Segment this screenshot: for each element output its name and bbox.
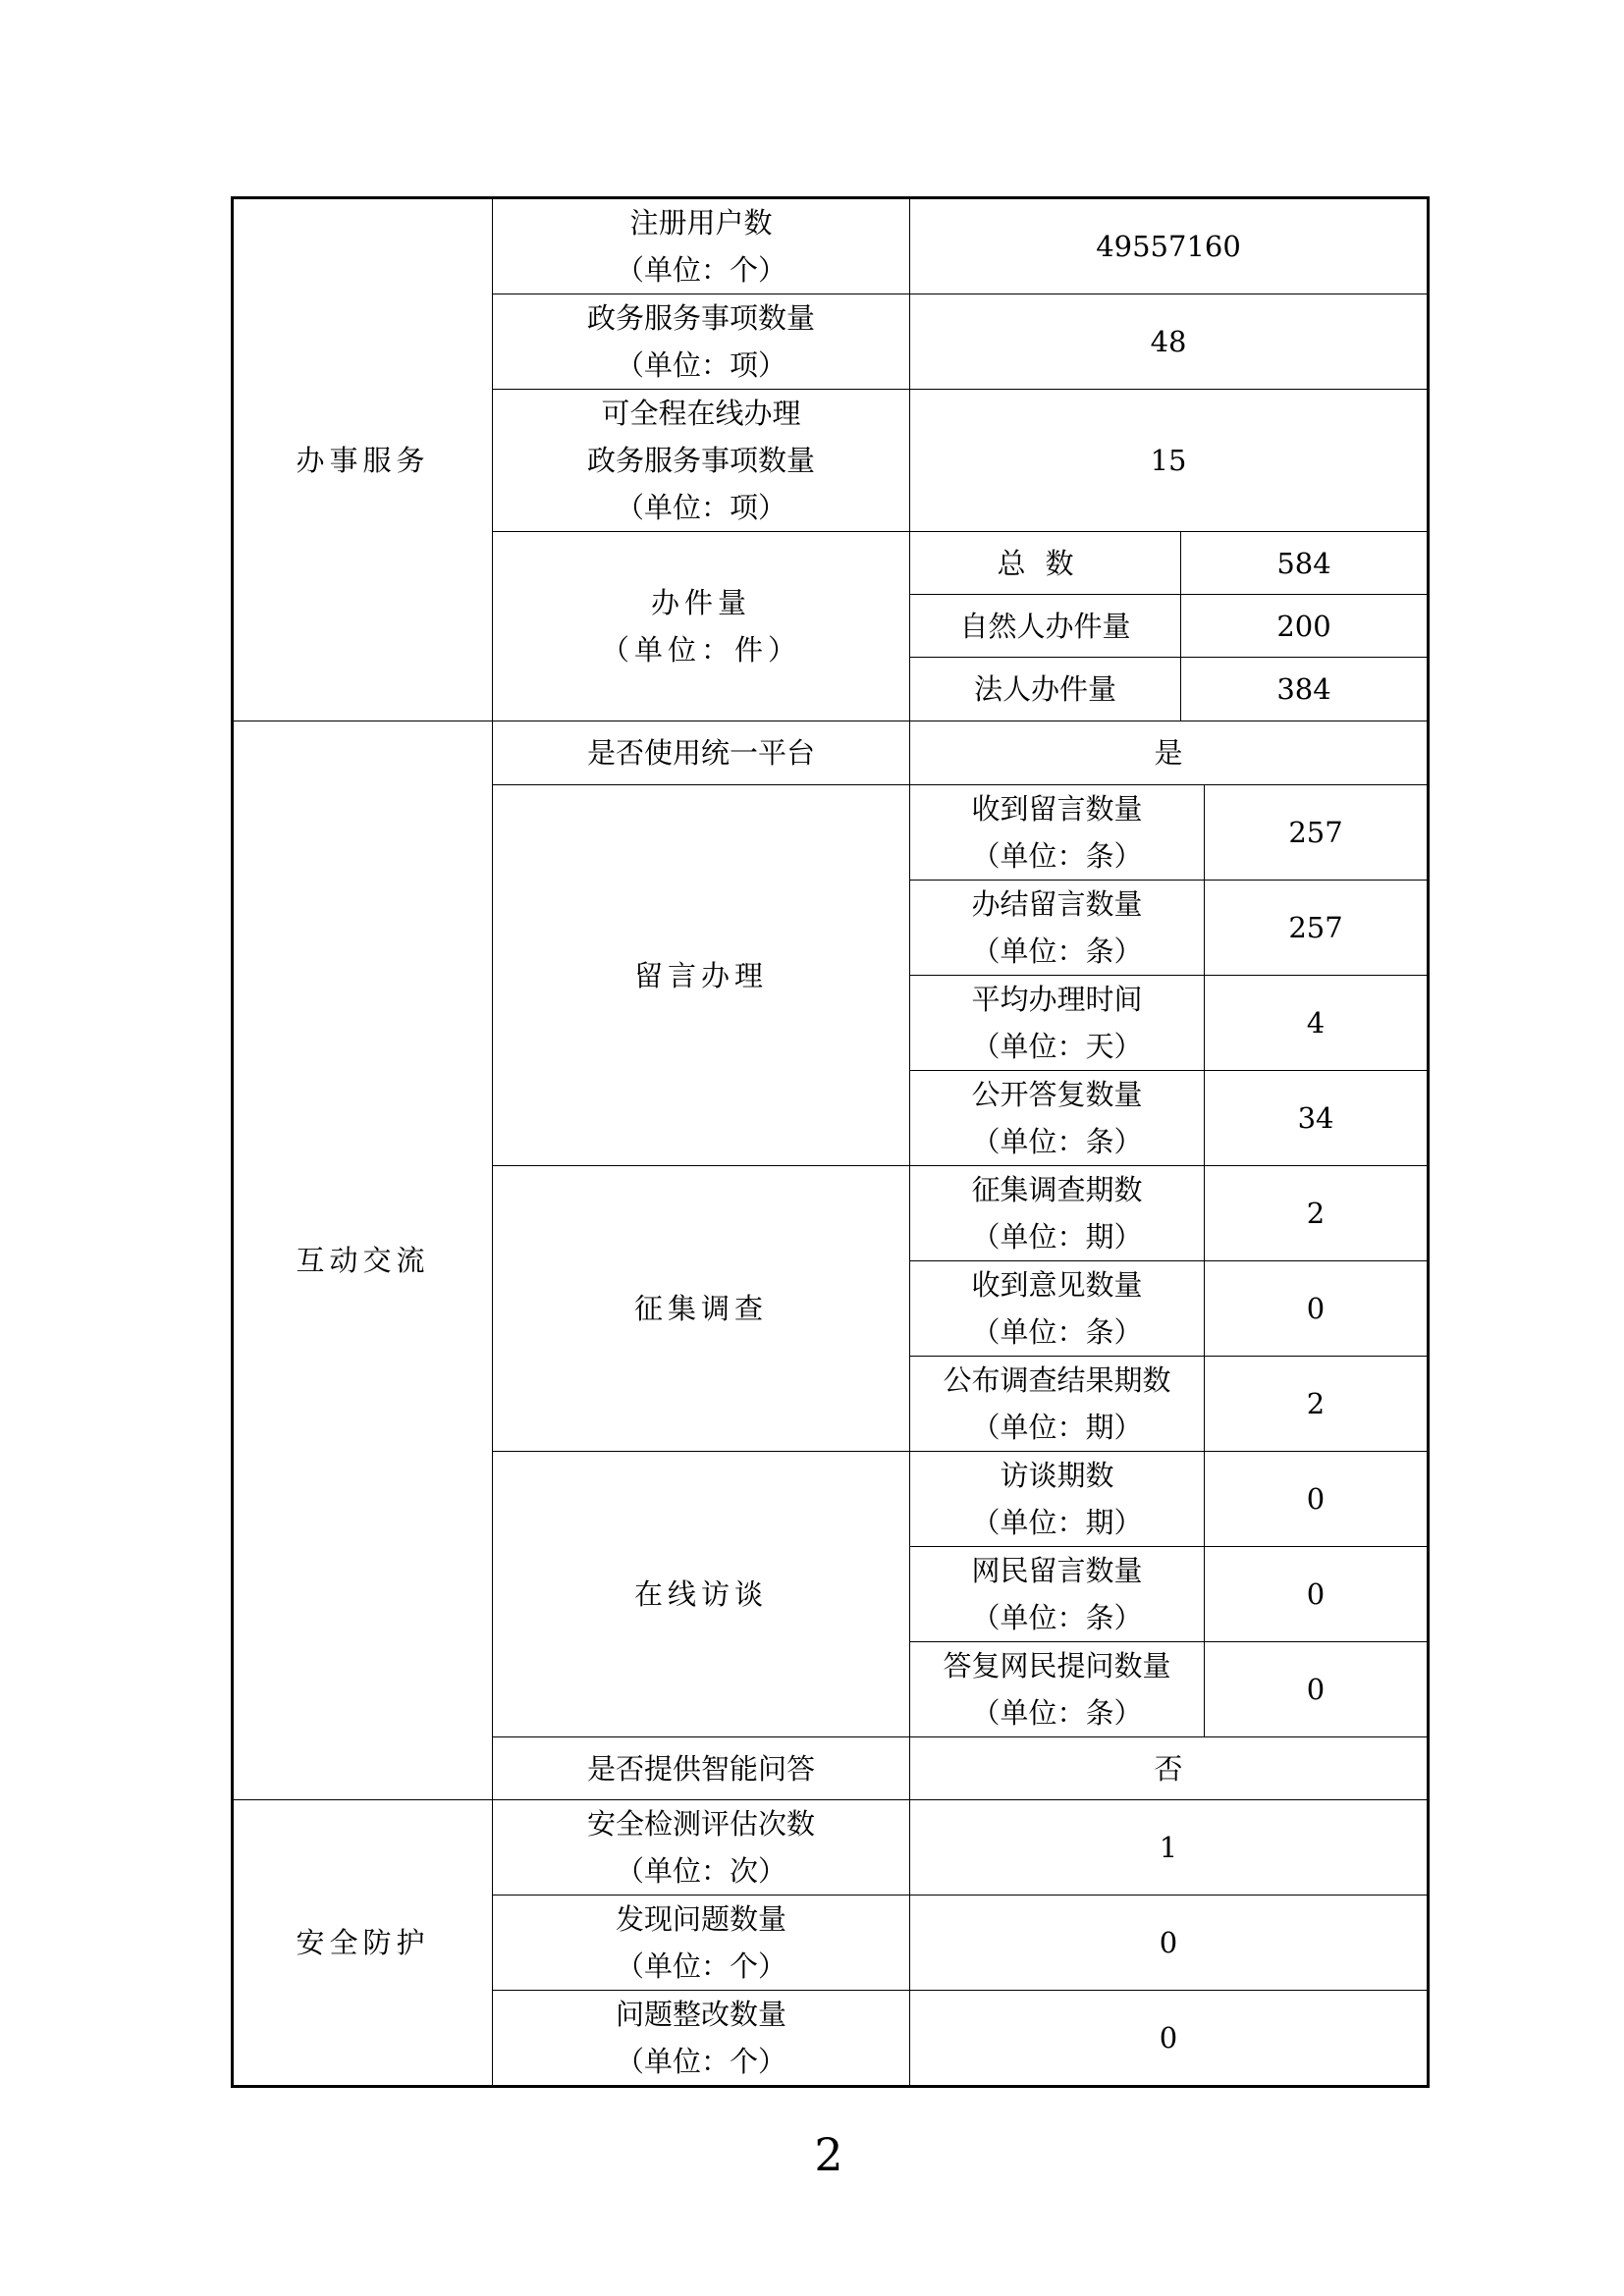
- metric-label: 发现问题数量: [615, 1902, 786, 1936]
- subrow-value-netizen-questions-answered: 0: [1205, 1642, 1429, 1737]
- metric-value-problems-found: 0: [910, 1896, 1429, 1991]
- metric-label-smart-qa: 是否提供智能问答: [493, 1737, 910, 1800]
- metric-label-registered-users: [493, 198, 910, 294]
- group-label-zhengjidiaocha: 征集调查: [493, 1166, 910, 1452]
- group-label: 办件量: [650, 586, 751, 619]
- subrow-value-survey-periods: 2: [1205, 1166, 1429, 1261]
- subrow-unit: （单位：条）: [971, 839, 1143, 873]
- group-label-banjianliang: [493, 532, 910, 721]
- subrow-unit: （单位：条）: [971, 934, 1143, 968]
- metric-label-problems-rectified: [493, 1991, 910, 2087]
- subrow-label: 公布调查结果期数: [943, 1363, 1171, 1397]
- metric-value-smart-qa: 否: [910, 1737, 1429, 1800]
- subrow-label-natural-person: 自然人办件量: [910, 595, 1181, 658]
- subrow-label-survey-periods: [910, 1166, 1205, 1261]
- metric-value-registered-users: 49557160: [910, 198, 1429, 294]
- subrow-label-legal-person: 法人办件量: [910, 658, 1181, 721]
- metric-unit: （单位：个）: [615, 2045, 786, 2078]
- subrow-label: 网民留言数量: [971, 1554, 1143, 1587]
- subrow-value-netizen-messages: 0: [1205, 1547, 1429, 1642]
- metric-label: 注册用户数: [629, 206, 773, 240]
- section-label-banshifuwu: 办事服务: [233, 198, 493, 721]
- subrow-label-total: 总数: [910, 532, 1181, 595]
- metric-label: 安全检测评估次数: [586, 1807, 815, 1841]
- metric-label-security-assessments: [493, 1800, 910, 1896]
- subrow-value-natural-person: 200: [1181, 595, 1429, 658]
- metric-unit: （单位：个）: [615, 253, 786, 287]
- group-label-liuyanbanli: 留言办理: [493, 785, 910, 1166]
- metric-label-online-service-items: [493, 390, 910, 532]
- metric-label-unified-platform: 是否使用统一平台: [493, 721, 910, 785]
- subrow-value-average-handling-time: 4: [1205, 976, 1429, 1071]
- subrow-value-legal-person: 384: [1181, 658, 1429, 721]
- subrow-value-interview-periods: 0: [1205, 1452, 1429, 1547]
- subrow-label-opinions-received: [910, 1261, 1205, 1357]
- subrow-value-messages-handled: 257: [1205, 881, 1429, 976]
- subrow-value-total: 584: [1181, 532, 1429, 595]
- subrow-label: 征集调查期数: [971, 1173, 1143, 1206]
- subrow-unit: （单位：期）: [971, 1220, 1143, 1254]
- metric-value-service-items: 48: [910, 294, 1429, 390]
- subrow-unit: （单位：期）: [971, 1506, 1143, 1539]
- subrow-unit: （单位：条）: [971, 1696, 1143, 1730]
- metric-label: 政务服务事项数量: [586, 301, 815, 335]
- subrow-value-opinions-received: 0: [1205, 1261, 1429, 1357]
- metric-value-security-assessments: 1: [910, 1800, 1429, 1896]
- subrow-unit: （单位：条）: [971, 1315, 1143, 1349]
- metric-value-problems-rectified: 0: [910, 1991, 1429, 2087]
- subrow-label: 公开答复数量: [971, 1078, 1143, 1111]
- subrow-label-survey-results-published: [910, 1357, 1205, 1452]
- group-unit: （单位：件）: [600, 633, 801, 667]
- subrow-value-messages-received: 257: [1205, 785, 1429, 881]
- metric-unit: （单位：项）: [615, 348, 786, 382]
- subrow-unit: （单位：期）: [971, 1411, 1143, 1444]
- section-label-hudongjiaoliu: 互动交流: [233, 721, 493, 1800]
- subrow-label: 答复网民提问数量: [943, 1649, 1171, 1682]
- subrow-label: 平均办理时间: [971, 983, 1143, 1016]
- subrow-label: 访谈期数: [1000, 1459, 1114, 1492]
- section-label-anquanfanghu: 安全防护: [233, 1800, 493, 2087]
- subrow-label-interview-periods: [910, 1452, 1205, 1547]
- subrow-unit: （单位：条）: [971, 1601, 1143, 1634]
- subrow-label-messages-handled: [910, 881, 1205, 976]
- annual-report-table: [231, 196, 1430, 2088]
- subrow-value-survey-results-published: 2: [1205, 1357, 1429, 1452]
- metric-value-unified-platform: 是: [910, 721, 1429, 785]
- page-number: 2: [814, 2128, 843, 2181]
- group-label-zaixianfangtan: 在线访谈: [493, 1452, 910, 1737]
- subrow-value-public-replies: 34: [1205, 1071, 1429, 1166]
- subrow-label: 收到留言数量: [971, 792, 1143, 826]
- subrow-label: 办结留言数量: [971, 887, 1143, 921]
- metric-label: 可全程在线办理: [601, 397, 801, 430]
- metric-label-problems-found: [493, 1896, 910, 1991]
- subrow-label-average-handling-time: [910, 976, 1205, 1071]
- metric-label: 政务服务事项数量: [586, 444, 815, 477]
- metric-label: 问题整改数量: [615, 1998, 786, 2031]
- subrow-label-public-replies: [910, 1071, 1205, 1166]
- metric-value-online-service-items: 15: [910, 390, 1429, 532]
- subrow-label-netizen-messages: [910, 1547, 1205, 1642]
- subrow-label: 收到意见数量: [971, 1268, 1143, 1302]
- subrow-label-netizen-questions-answered: [910, 1642, 1205, 1737]
- metric-unit: （单位：个）: [615, 1949, 786, 1983]
- subrow-label-messages-received: [910, 785, 1205, 881]
- subrow-unit: （单位：条）: [971, 1125, 1143, 1158]
- metric-unit: （单位：次）: [615, 1854, 786, 1888]
- subrow-unit: （单位：天）: [971, 1030, 1143, 1063]
- metric-label-service-items: [493, 294, 910, 390]
- metric-unit: （单位：项）: [615, 491, 786, 524]
